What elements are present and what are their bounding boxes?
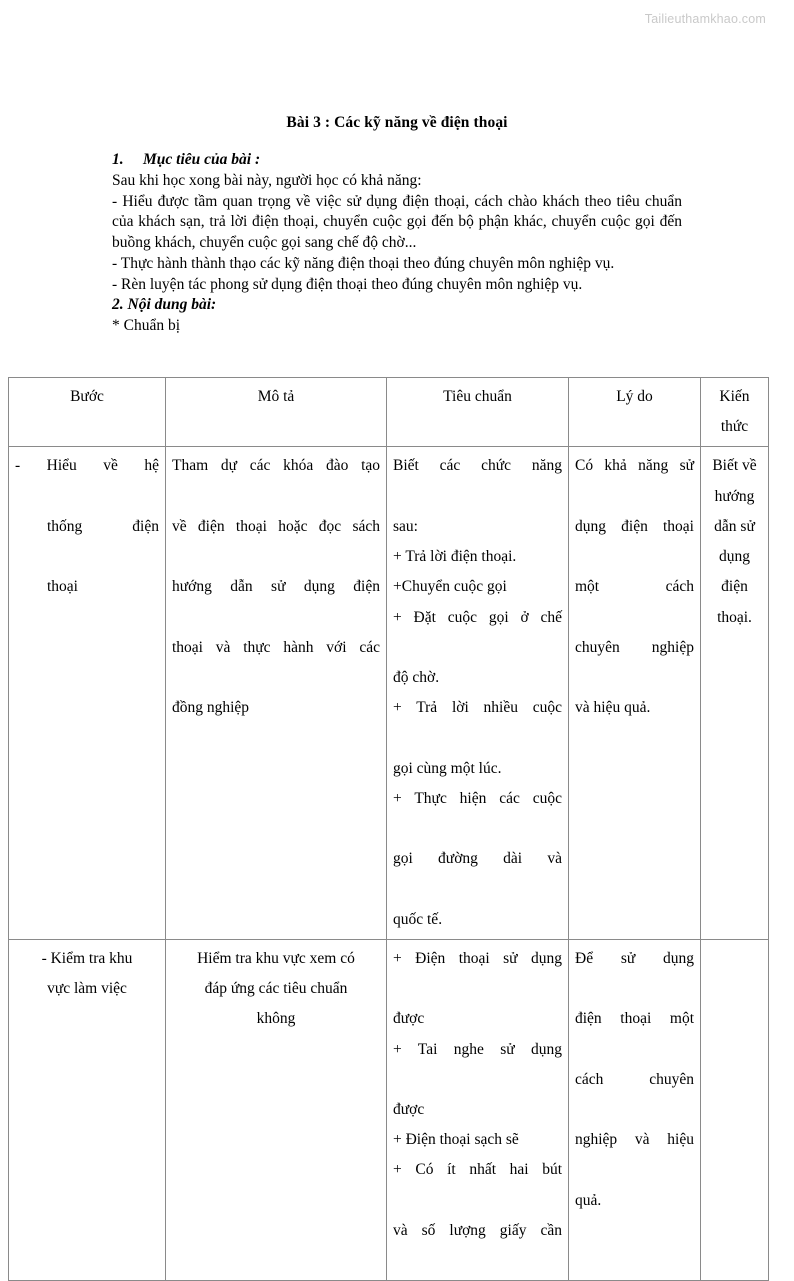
cell-line: sau: xyxy=(393,517,418,535)
cell-line: một cách xyxy=(575,578,694,596)
cell-lydo-row-1 xyxy=(569,447,701,940)
table-row xyxy=(9,939,769,1280)
cell-kienthuc-row-2 xyxy=(701,939,769,1280)
cell-line: Hiểm tra khu vực xem có xyxy=(197,949,355,967)
cell-line: + Tai nghe sử dụng xyxy=(393,1040,562,1058)
cell-line: đồng nghiệp xyxy=(172,699,250,717)
cell-mota-row-2 xyxy=(166,939,387,1280)
cell-line: +Chuyển cuộc gọi xyxy=(393,578,507,596)
table-row xyxy=(9,447,769,940)
watermark-text: Tailieuthamkhao.com xyxy=(644,12,766,26)
section-1-bullet-3: - Rèn luyện tác phong sử dụng điện thoại theo đúng chuyên môn nghiệp vụ. xyxy=(112,275,583,293)
column-header-buoc: Bước xyxy=(9,378,166,447)
cell-line: thống điện xyxy=(47,517,159,535)
cell-lydo-row-2 xyxy=(569,939,701,1280)
column-header-mota: Mô tả xyxy=(166,378,387,447)
section-1-bullet-1: - Hiểu được tầm quan trọng về việc sử dụng điện thoại, cách chào khách theo tiêu chuẩn của khách sạn, trả lời điện thoại, chuyển cuộc gọi đến bộ phận khác, chuyển cuộc gọi đến buồng khách, chuyển cuộc gọi sang chế độ chờ... xyxy=(112,192,682,252)
cell-line: dụng xyxy=(719,548,750,566)
cell-line: quốc tế. xyxy=(393,910,443,928)
cell-line: thoại. xyxy=(717,608,752,626)
cell-tieuchuan-row-1 xyxy=(387,447,569,940)
cell-line: + Điện thoại sạch sẽ xyxy=(393,1131,519,1149)
table-header xyxy=(9,378,769,447)
cell-line: thoại xyxy=(47,578,78,596)
cell-line: + Trả lời điện thoại. xyxy=(393,548,517,566)
cell-line: thoại và thực hành với các xyxy=(172,638,380,656)
cell-line: + Đặt cuộc gọi ở chế xyxy=(393,608,562,626)
document-body xyxy=(112,113,682,336)
cell-line: quả. xyxy=(575,1191,602,1209)
cell-line: gọi cùng một lúc. xyxy=(393,759,502,777)
cell-line: Biết các chức năng xyxy=(393,457,562,475)
section-2-note: * Chuẩn bị xyxy=(112,316,181,334)
cell-line: vực làm việc xyxy=(47,980,127,998)
column-header-kienthuc xyxy=(701,378,769,447)
cell-line: + Điện thoại sử dụng xyxy=(393,949,562,967)
cell-line: Để sử dụng xyxy=(575,949,694,967)
cell-line: Có khả năng sử xyxy=(575,457,694,475)
column-header-tieuchuan: Tiêu chuẩn xyxy=(387,378,569,447)
cell-line: được xyxy=(393,1010,425,1028)
page-title: Bài 3 : Các kỹ năng về điện thoại xyxy=(286,114,508,131)
cell-line: không xyxy=(256,1010,296,1028)
cell-kienthuc-row-1 xyxy=(701,447,769,940)
cell-line: + Thực hiện các cuộc xyxy=(393,789,562,807)
cell-line: dẫn sử xyxy=(714,517,755,535)
cell-line: nghiệp và hiệu xyxy=(575,1131,694,1149)
cell-tieuchuan-row-2 xyxy=(387,939,569,1280)
cell-buoc-row-1 xyxy=(9,447,166,940)
cell-line: hướng dẫn sử dụng điện xyxy=(172,578,380,596)
cell-line: điện xyxy=(721,578,748,596)
table-body xyxy=(9,447,769,1281)
cell-line: dụng điện thoại xyxy=(575,517,694,535)
cell-line: chuyên nghiệp xyxy=(575,638,694,656)
cell-line: gọi đường dài và xyxy=(393,850,562,868)
cell-line: và hiệu quả. xyxy=(575,699,651,717)
cell-line: + Có ít nhất hai bút xyxy=(393,1161,562,1179)
section-2-heading: 2. Nội dung bài: xyxy=(112,296,217,314)
cell-line: Tham dự các khóa đào tạo xyxy=(172,457,380,475)
cell-line: cách chuyên xyxy=(575,1070,694,1088)
content-table-wrapper xyxy=(8,377,768,1281)
section-1-heading: 1. Mục tiêu của bài : xyxy=(112,151,261,169)
cell-line: - Hiểu về hệ xyxy=(15,457,159,475)
section-1-bullet-2: - Thực hành thành thạo các kỹ năng điện thoại theo đúng chuyên môn nghiệp vụ. xyxy=(112,254,615,272)
cell-line: được xyxy=(393,1101,425,1119)
section-1-lead: Sau khi học xong bài này, người học có khả năng: xyxy=(112,172,422,190)
content-table xyxy=(8,377,769,1281)
column-header-lydo: Lý do xyxy=(569,378,701,447)
cell-line: điện thoại một xyxy=(575,1010,694,1028)
cell-buoc-row-2 xyxy=(9,939,166,1280)
cell-line: độ chờ. xyxy=(393,668,440,686)
cell-mota-row-1 xyxy=(166,447,387,940)
table-header-row xyxy=(9,378,769,447)
cell-line: hướng xyxy=(714,487,755,505)
cell-line: - Kiểm tra khu xyxy=(41,949,133,967)
column-header-kienthuc-line-2: thức xyxy=(720,418,749,436)
cell-line: + Trả lời nhiều cuộc xyxy=(393,699,562,717)
cell-line: và số lượng giấy cần xyxy=(393,1221,562,1239)
column-header-kienthuc-line-1: Kiến xyxy=(719,388,750,405)
cell-line: Biết về xyxy=(712,457,757,475)
cell-line: đáp ứng các tiêu chuẩn xyxy=(204,980,348,998)
cell-line: về điện thoại hoặc đọc sách xyxy=(172,517,380,535)
